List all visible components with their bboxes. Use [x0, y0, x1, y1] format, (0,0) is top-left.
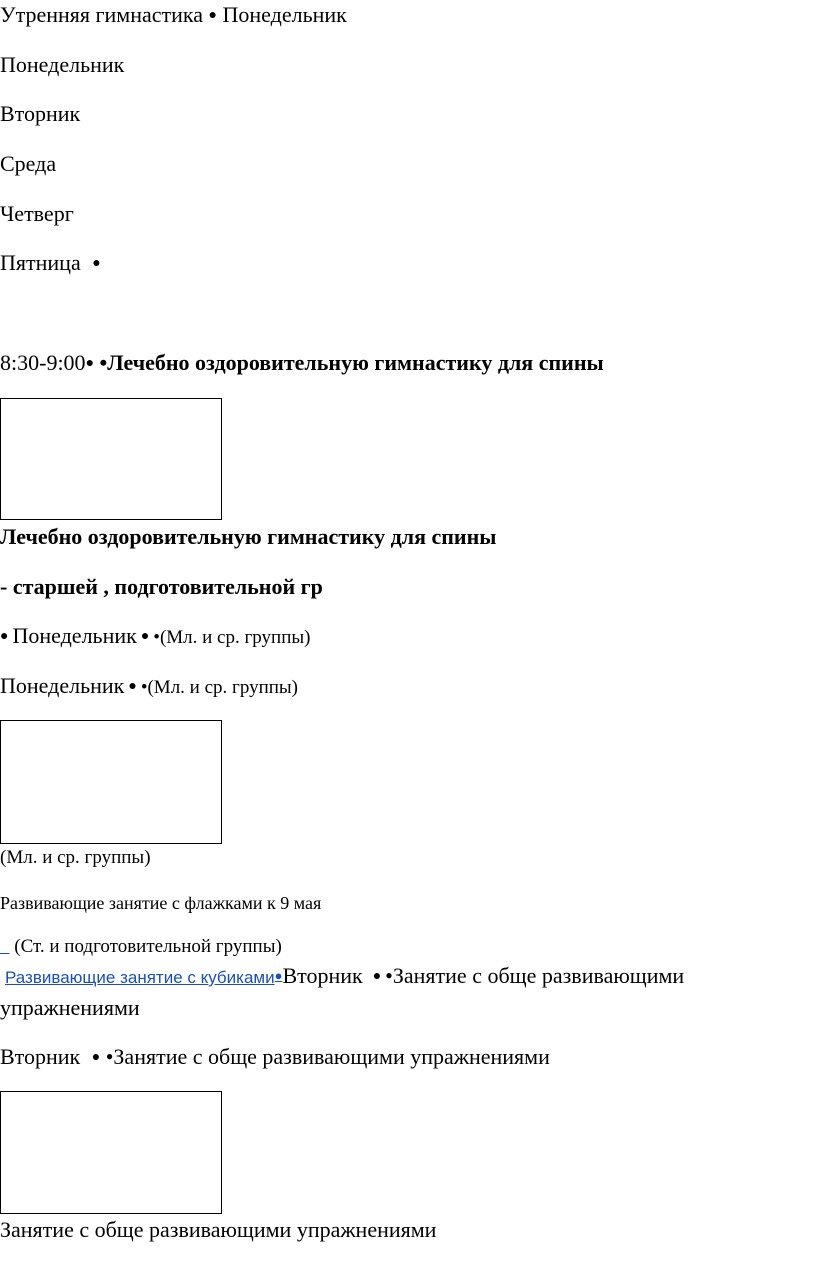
- bullet-icon: ●: [128, 679, 137, 694]
- monday-activity: Развивающие занятие с флажками к 9 мая: [0, 893, 322, 913]
- image-placeholder: [0, 1091, 222, 1214]
- monday-line-1: [0, 623, 310, 649]
- weekday-monday: Понедельник: [0, 52, 125, 77]
- tuesday-line: [0, 1044, 550, 1070]
- bullet-icon: •: [140, 677, 148, 698]
- bullet-icon: ●: [208, 8, 218, 23]
- monday-groups: (Мл. и ср. группы): [159, 627, 311, 648]
- weekday-thursday: Четверг: [0, 201, 74, 226]
- bullet-icon: ●: [0, 629, 9, 644]
- cubes-activity-link[interactable]: Развивающие занятие с кубиками: [5, 968, 275, 987]
- schedule-time: 8:30-9:00: [0, 350, 86, 375]
- monday-groups-caption: (Мл. и ср. группы): [0, 847, 151, 868]
- bullet-icon: •: [99, 350, 108, 375]
- image-placeholder: [0, 398, 222, 520]
- bullet-icon: ●: [140, 629, 150, 644]
- tuesday-activity-part-1: Занятие с обще развивающими: [392, 963, 685, 988]
- tuesday-activity: Занятие с обще развивающими упражнениями: [113, 1044, 550, 1069]
- image-placeholder: [0, 720, 222, 844]
- tuesday-activity-caption: Занятие с обще развивающими упражнениями: [0, 1217, 437, 1242]
- bullet-icon: ●: [92, 256, 101, 271]
- senior-groups-line: [0, 936, 282, 958]
- bullet-icon: •: [385, 963, 393, 988]
- schedule-title: Лечебно оздоровительную гимнастику для спины: [107, 350, 604, 375]
- tuesday-day: Вторник: [0, 1044, 81, 1069]
- section-title: Лечебно оздоровительную гимнастику для спины: [0, 524, 497, 549]
- senior-groups: (Ст. и подготовительной группы): [14, 936, 282, 957]
- monday-line-2: [0, 673, 298, 699]
- weekday-wednesday: Среда: [0, 151, 57, 176]
- bullet-icon: ●: [91, 1050, 101, 1065]
- tuesday-day: Вторник: [282, 963, 363, 988]
- bullet-icon: ●: [85, 356, 95, 371]
- tuesday-wrapped-line: [0, 963, 684, 989]
- monday-day: Понедельник: [0, 673, 125, 698]
- weekday-tuesday: Вторник: [0, 101, 81, 126]
- link-spacer[interactable]: [0, 936, 10, 957]
- monday-groups: (Мл. и ср. группы): [147, 677, 298, 698]
- section-subtitle: - старшей , подготовительной гр: [0, 574, 323, 599]
- bullet-icon[interactable]: ●: [274, 968, 283, 983]
- bullet-icon: ●: [372, 969, 382, 984]
- monday-day: Понедельник: [12, 623, 137, 648]
- weekday-friday: Пятница: [0, 250, 81, 275]
- title-first-day: Понедельник: [222, 2, 347, 27]
- weekday-friday-line: [0, 250, 101, 276]
- tuesday-activity-part-2: упражнениями: [0, 995, 140, 1020]
- page-title-line: [0, 2, 347, 28]
- bullet-icon: •: [153, 627, 160, 648]
- bullet-icon: •: [105, 1044, 114, 1069]
- schedule-heading: [0, 350, 604, 376]
- title-text: Утренняя гимнастика: [0, 2, 204, 27]
